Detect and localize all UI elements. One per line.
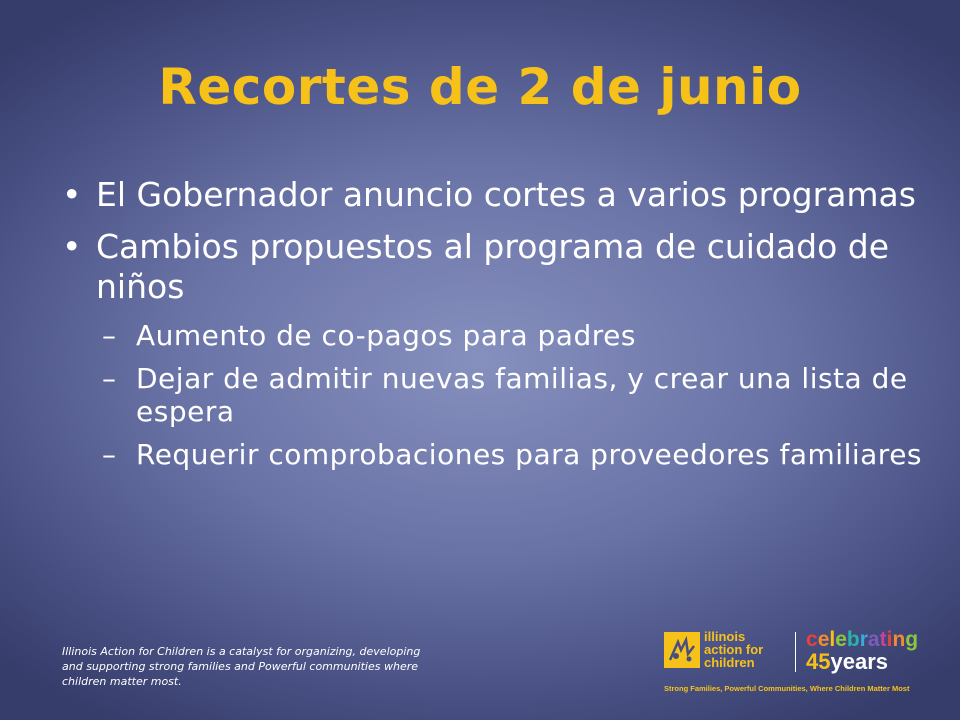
- logo-divider: [795, 632, 796, 672]
- bullet-icon: •: [62, 227, 82, 266]
- years-wordmark: [806, 651, 888, 673]
- celebrating-letter: b: [846, 628, 860, 651]
- celebrating-letter: a: [867, 628, 880, 651]
- sub-bullet-text: Dejar de admitir nuevas familias, y crear una lista de espera: [136, 362, 908, 428]
- bullet-item: [62, 227, 922, 307]
- dash-icon: –: [102, 319, 117, 352]
- sub-bullet-text: Requerir comprobaciones para proveedores familiares: [136, 438, 923, 471]
- celebrating-letter: c: [806, 628, 818, 651]
- organization-logo: [664, 626, 920, 698]
- slide-title: Recortes de 2 de junio: [158, 58, 802, 116]
- sub-bullet-text: Aumento de co-pagos para padres: [136, 319, 636, 352]
- years-word: years: [830, 649, 888, 674]
- celebrating-letter: t: [879, 628, 887, 651]
- celebrating-letter: r: [859, 628, 868, 651]
- logo-name: [704, 630, 763, 669]
- bullet-icon: •: [62, 175, 82, 214]
- logo-name-line: action for: [704, 642, 764, 657]
- bullet-text: Cambios propuestos al programa de cuidado de niños: [96, 227, 890, 306]
- logo-name-line: illinois: [704, 629, 746, 644]
- sub-bullet-item: [62, 362, 922, 428]
- celebrating-wordmark: [806, 629, 918, 651]
- years-number: 45: [806, 649, 831, 674]
- celebrating-letter: i: [886, 628, 893, 651]
- dash-icon: –: [102, 362, 117, 395]
- celebrating-letter: e: [817, 628, 830, 651]
- bullet-text: El Gobernador anuncio cortes a varios programas: [96, 175, 916, 214]
- celebrating-letter: l: [829, 628, 836, 651]
- sub-bullet-item: [62, 319, 922, 352]
- bullet-list: [62, 175, 922, 481]
- sub-bullet-item: [62, 438, 922, 471]
- dash-icon: –: [102, 438, 117, 471]
- logo-tagline: Strong Families, Powerful Communities, Where Children Matter Most: [664, 684, 910, 693]
- mission-statement: Illinois Action for Children is a catalyst for organizing, developing and supporting strong families and Powerful communities where children matter most.: [62, 645, 421, 688]
- bullet-item: [62, 175, 922, 215]
- celebrating-letter: g: [905, 628, 919, 651]
- celebrating-letter: e: [835, 628, 847, 651]
- celebrating-letter: n: [892, 628, 906, 651]
- logo-name-line: children: [704, 655, 755, 670]
- hands-logo-icon: [664, 632, 700, 668]
